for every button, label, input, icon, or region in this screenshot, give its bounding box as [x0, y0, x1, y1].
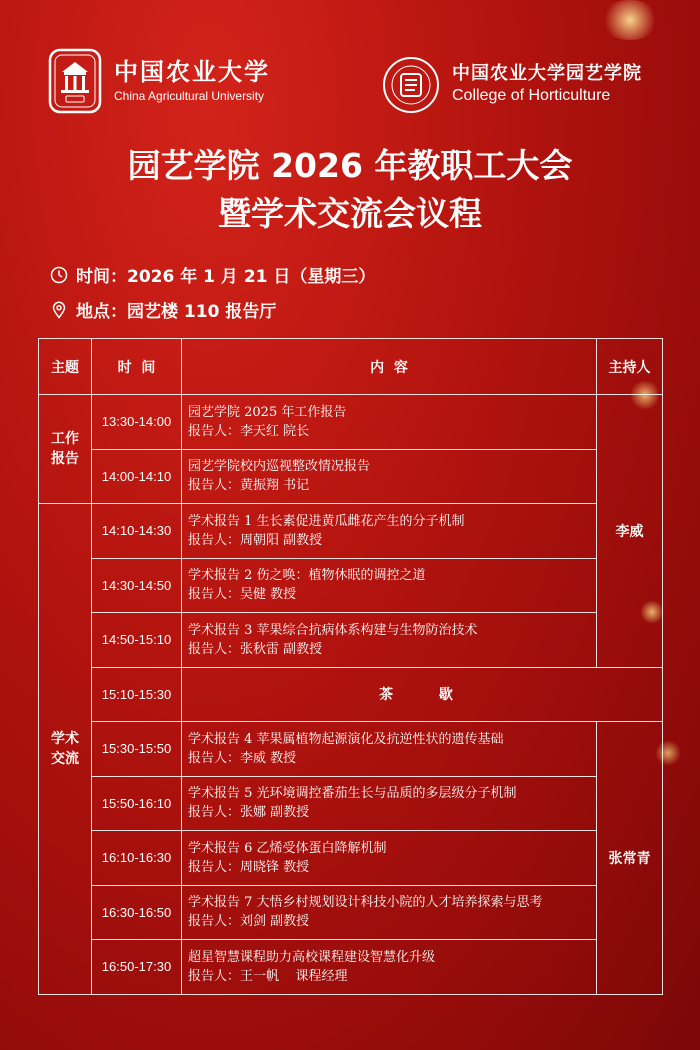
time-slot: 15:30-15:50	[92, 722, 182, 777]
table-header-row	[39, 339, 663, 395]
college-name-en: College of Horticulture	[452, 87, 611, 104]
university-name-en: China Agricultural University	[114, 89, 265, 103]
report-title: 园艺学院校内巡视整改情况报告	[188, 459, 371, 475]
time-slot: 15:10-15:30	[92, 667, 182, 722]
table-row	[39, 885, 663, 940]
report-title: 学术报告 3 苹果综合抗病体系构建与生物防治技术	[188, 622, 478, 638]
report-title: 学术报告 6 乙烯受体蛋白降解机制	[188, 840, 387, 856]
header-time: 时 间	[92, 339, 182, 395]
location-pin-icon	[50, 301, 68, 319]
agenda-item	[182, 449, 597, 504]
header-host: 主持人	[597, 339, 663, 395]
table-row	[39, 613, 663, 668]
time-slot: 14:10-14:30	[92, 504, 182, 559]
report-speaker: 报告人：张秋雷 副教授	[188, 641, 323, 657]
table-row-break	[39, 667, 663, 722]
report-speaker: 报告人：李天红 院长	[188, 423, 310, 439]
agenda-item	[182, 613, 597, 668]
agenda-item	[182, 395, 597, 450]
agenda-item	[182, 558, 597, 613]
time-slot: 14:30-14:50	[92, 558, 182, 613]
table-row	[39, 940, 663, 995]
table-row	[39, 449, 663, 504]
report-speaker: 报告人：黄振翔 书记	[188, 478, 310, 494]
clock-icon	[50, 266, 68, 284]
tea-break: 茶 歇	[182, 667, 663, 722]
host-second: 张常青	[597, 722, 663, 995]
table-row	[39, 831, 663, 886]
time-slot: 16:50-17:30	[92, 940, 182, 995]
header-logos	[48, 48, 652, 118]
time-slot: 16:30-16:50	[92, 885, 182, 940]
time-slot: 16:10-16:30	[92, 831, 182, 886]
report-title: 园艺学院 2025 年工作报告	[188, 404, 347, 420]
report-title: 学术报告 4 苹果属植物起源演化及抗逆性状的遗传基础	[188, 731, 504, 747]
agenda-item	[182, 504, 597, 559]
meeting-place	[50, 297, 276, 322]
report-title: 学术报告 1 生长素促进黄瓜雌花产生的分子机制	[188, 513, 465, 529]
report-speaker: 报告人：李威 教授	[188, 750, 297, 766]
header-topic: 主题	[39, 339, 92, 395]
report-speaker: 报告人：周朝阳 副教授	[188, 532, 323, 548]
report-speaker: 报告人：周晓锋 教授	[188, 859, 310, 875]
cau-seal-icon	[48, 48, 102, 114]
report-title: 超星智慧课程助力高校课程建设智慧化升级	[188, 949, 436, 965]
group-work-report: 工作 报告	[39, 395, 92, 504]
agenda-table	[38, 338, 663, 995]
page-title: 园艺学院 2026 年教职工大会	[127, 146, 573, 185]
report-title: 学术报告 2 伤之唤：植物休眠的调控之道	[188, 568, 426, 584]
page-subtitle: 暨学术交流会议程	[218, 194, 482, 233]
time-slot: 14:00-14:10	[92, 449, 182, 504]
agenda-item	[182, 831, 597, 886]
meeting-place-text: 地点：园艺楼 110 报告厅	[76, 302, 277, 322]
agenda-item	[182, 940, 597, 995]
college-name-cn: 中国农业大学园艺学院	[452, 63, 642, 84]
report-speaker: 报告人：王一帆 课程经理	[188, 968, 348, 984]
agenda-item	[182, 776, 597, 831]
report-speaker: 报告人：张娜 副教授	[188, 805, 310, 821]
agenda-item	[182, 885, 597, 940]
time-slot: 14:50-15:10	[92, 613, 182, 668]
header-content: 内 容	[182, 339, 597, 395]
report-speaker: 报告人：吴健 教授	[188, 587, 297, 603]
table-row	[39, 558, 663, 613]
table-row	[39, 722, 663, 777]
meeting-time-text: 时间：2026 年 1 月 21 日（星期三）	[76, 267, 376, 287]
group-academic-exchange: 学术 交流	[39, 504, 92, 995]
table-row	[39, 776, 663, 831]
college-logo	[382, 56, 642, 114]
meeting-time	[50, 262, 375, 287]
university-name-cn: 中国农业大学	[114, 57, 270, 86]
table-row	[39, 504, 663, 559]
report-title: 学术报告 7 大悟乡村规划设计科技小院的人才培养探索与思考	[188, 895, 543, 911]
time-slot: 13:30-14:00	[92, 395, 182, 450]
table-row	[39, 395, 663, 450]
report-speaker: 报告人：刘剑 副教授	[188, 914, 310, 930]
college-seal-icon	[382, 56, 440, 114]
time-slot: 15:50-16:10	[92, 776, 182, 831]
host-first: 李威	[597, 395, 663, 668]
agenda-item	[182, 722, 597, 777]
report-title: 学术报告 5 光环境调控番茄生长与品质的多层级分子机制	[188, 786, 517, 802]
cau-logo	[48, 48, 270, 114]
